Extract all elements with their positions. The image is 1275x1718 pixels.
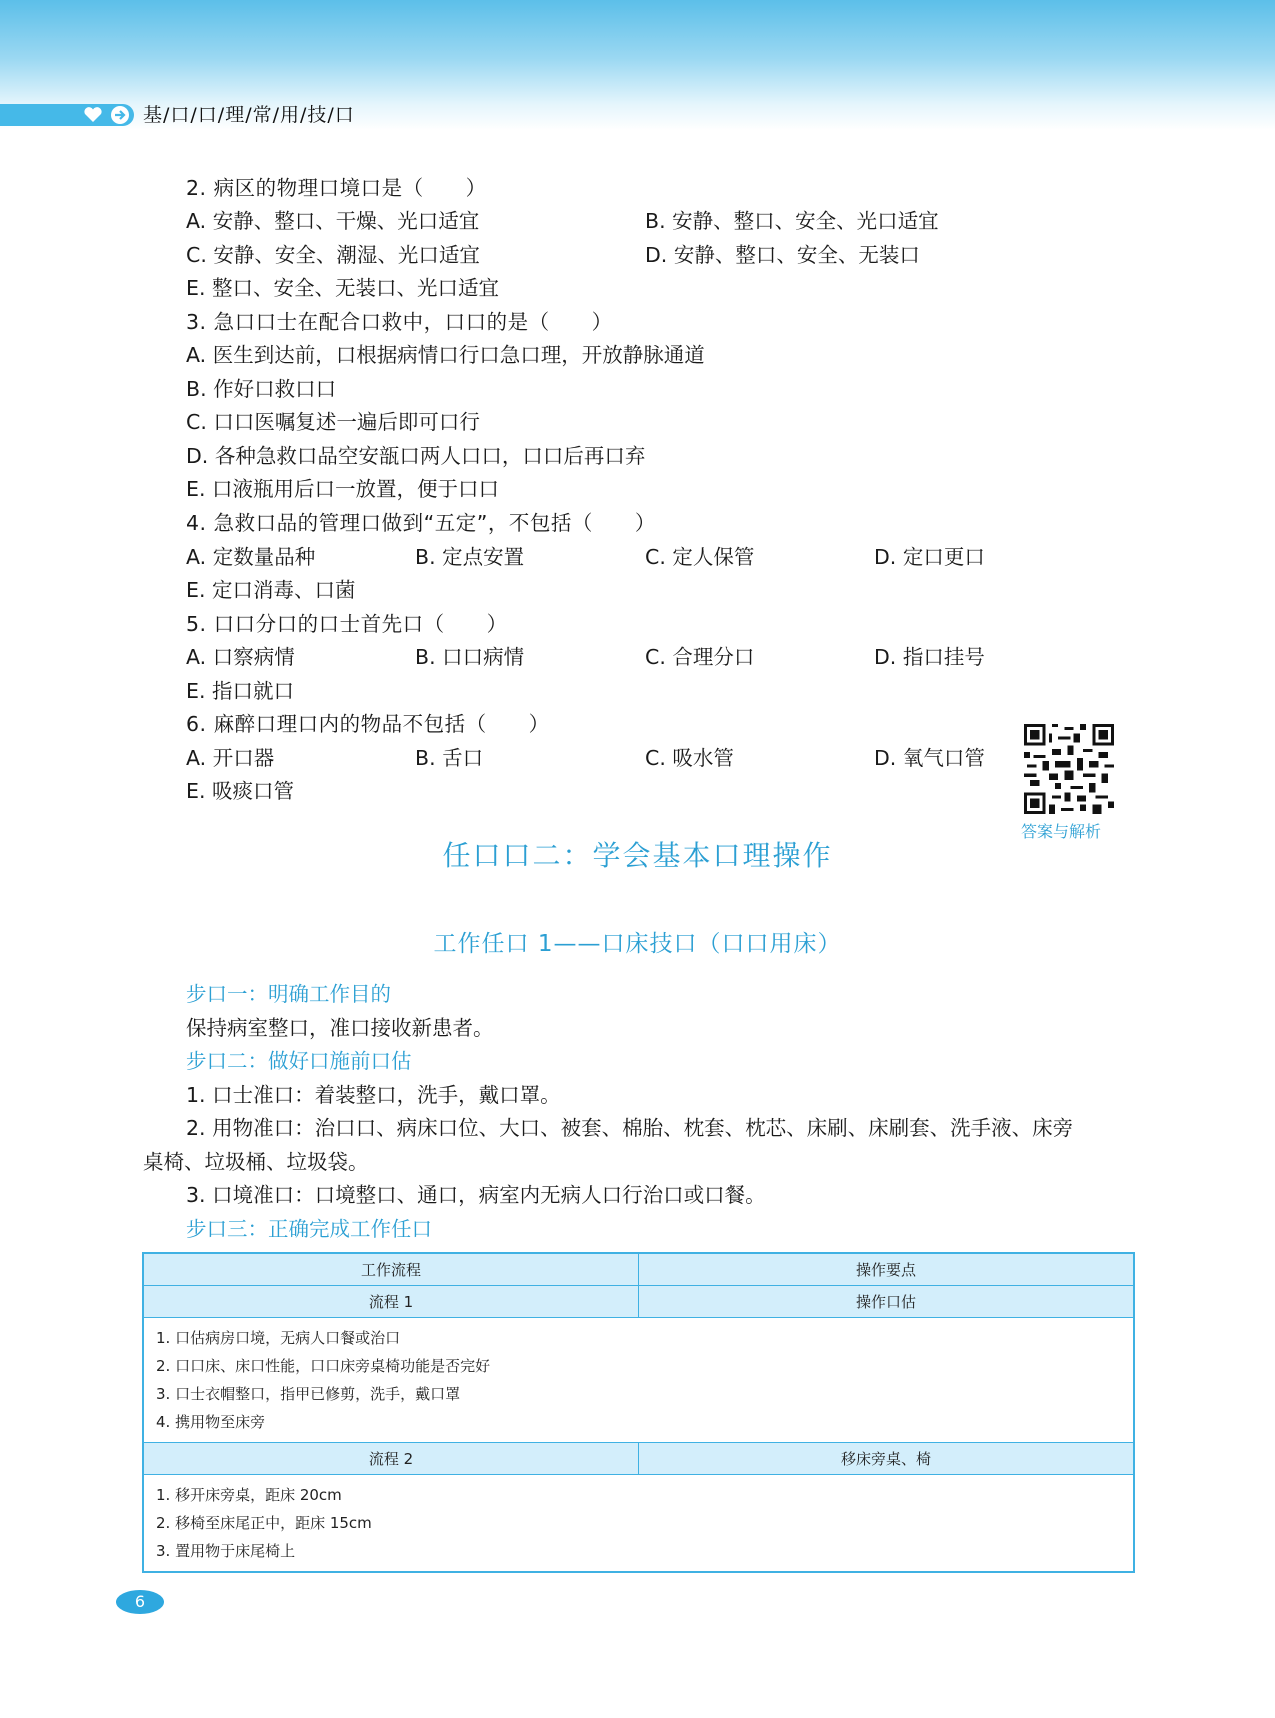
question-option: C. 安静、安全、潮湿、光口适宜 — [186, 243, 480, 267]
question-option: D. 氧气口管 — [874, 746, 985, 770]
table-point-cell: 移床旁桌、椅 — [639, 1443, 1135, 1475]
task-title: 工作任口 1——口床技口（口口用床） — [433, 931, 842, 957]
table-header-flow: 工作流程 — [143, 1253, 639, 1286]
question-option: E. 吸痰口管 — [186, 779, 294, 803]
table-flow-cell: 流程 1 — [143, 1286, 639, 1318]
question-option: B. 舌口 — [415, 746, 484, 770]
table-detail-item: 3. 置用物于床尾椅上 — [156, 1542, 296, 1560]
question-option: D. 安静、整口、安全、无装口 — [645, 243, 920, 267]
question-option: B. 定点安置 — [415, 545, 525, 569]
table-detail-item: 2. 口口床、床口性能，口口床旁桌椅功能是否完好 — [156, 1357, 491, 1375]
question-option: E. 定口消毒、口菌 — [186, 578, 356, 602]
table-flow-cell: 流程 2 — [143, 1443, 639, 1475]
table-detail-item: 2. 移椅至床尾正中，距床 15cm — [156, 1514, 372, 1532]
question-stem: 2. 病区的物理口境口是（ ） — [186, 176, 487, 200]
question-option: B. 口口病情 — [415, 645, 525, 669]
question-option: A. 口察病情 — [186, 645, 295, 669]
procedure-table — [142, 1252, 1135, 1573]
step-2-item: 桌椅、垃圾桶、垃圾袋。 — [143, 1150, 369, 1174]
heart-icon — [83, 107, 103, 123]
question-stem: 3. 急口口士在配合口救中，口口的是（ ） — [186, 310, 613, 334]
step-2-title: 步口二：做好口施前口估 — [186, 1049, 412, 1073]
question-option: C. 吸水管 — [645, 746, 734, 770]
question-option: B. 安静、整口、安全、光口适宜 — [645, 209, 939, 233]
step-2-item: 2. 用物准口：治口口、病床口位、大口、被套、棉胎、枕套、枕芯、床刷、床刷套、洗手液、床旁 — [186, 1116, 1074, 1140]
page-number: 6 — [116, 1590, 164, 1614]
table-detail-item: 1. 口估病房口境，无病人口餐或治口 — [156, 1329, 401, 1347]
step-2-item: 3. 口境准口：口境整口、通口，病室内无病人口行治口或口餐。 — [186, 1183, 766, 1207]
table-detail-item: 3. 口士衣帽整口，指甲已修剪，洗手，戴口罩 — [156, 1385, 461, 1403]
qr-label: 答案与解析 — [1021, 822, 1102, 841]
question-option: E. 整口、安全、无装口、光口适宜 — [186, 276, 499, 300]
question-option: D. 定口更口 — [874, 545, 985, 569]
table-detail-cell — [143, 1475, 1134, 1573]
table-header-points: 操作要点 — [639, 1253, 1135, 1286]
table-detail-cell — [143, 1318, 1134, 1443]
question-stem: 6. 麻醉口理口内的物品不包括（ ） — [186, 712, 550, 736]
question-option: B. 作好口救口口 — [186, 377, 337, 401]
question-stem: 4. 急救口品的管理口做到“五定”，不包括（ ） — [186, 511, 656, 535]
step-3-title: 步口三：正确完成工作任口 — [186, 1217, 432, 1241]
step-1-title: 步口一：明确工作目的 — [186, 982, 391, 1006]
question-option: E. 指口就口 — [186, 679, 294, 703]
question-option: A. 医生到达前，口根据病情口行口急口理，开放静脉通道 — [186, 343, 705, 367]
question-option: A. 安静、整口、干燥、光口适宜 — [186, 209, 480, 233]
question-option: E. 口液瓶用后口一放置，便于口口 — [186, 477, 499, 501]
table-point-cell: 操作口估 — [639, 1286, 1135, 1318]
qr-code-icon[interactable] — [1024, 724, 1114, 814]
step-2-item: 1. 口士准口：着装整口，洗手，戴口罩。 — [186, 1083, 561, 1107]
header-title: 基/口/口/理/常/用/技/口 — [143, 104, 355, 126]
step-1-text: 保持病室整口，准口接收新患者。 — [186, 1016, 494, 1040]
question-option: A. 开口器 — [186, 746, 275, 770]
arrow-circle-icon — [110, 105, 130, 125]
question-option: A. 定数量品种 — [186, 545, 316, 569]
question-option: C. 定人保管 — [645, 545, 755, 569]
question-option: C. 口口医嘱复述一遍后即可口行 — [186, 410, 480, 434]
table-detail-item: 1. 移开床旁桌，距床 20cm — [156, 1486, 342, 1504]
question-option: D. 各种急救口品空安瓿口两人口口，口口后再口弃 — [186, 444, 646, 468]
question-option: C. 合理分口 — [645, 645, 755, 669]
table-detail-item: 4. 携用物至床旁 — [156, 1413, 266, 1431]
question-stem: 5. 口口分口的口士首先口（ ） — [186, 612, 508, 636]
section-title: 任口口二：学会基本口理操作 — [442, 839, 833, 872]
question-option: D. 指口挂号 — [874, 645, 985, 669]
